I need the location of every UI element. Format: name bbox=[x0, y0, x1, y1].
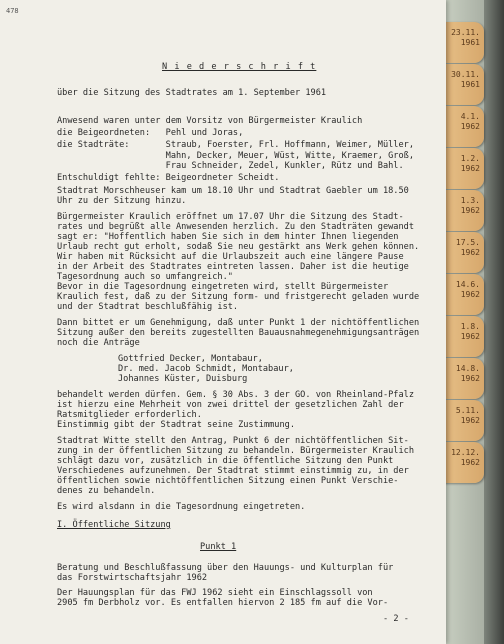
opening-line: Tagesordnung auch so umfangreich." bbox=[57, 272, 233, 282]
section-heading: I. Öffentliche Sitzung bbox=[57, 520, 171, 530]
agenda-entry: Es wird alsdann in die Tagesordnung eingetreten. bbox=[57, 502, 306, 512]
late-line: Uhr zu der Sitzung hinzu. bbox=[57, 196, 187, 206]
attendance-line: Anwesend waren unter dem Vorsitz von Bürgermeister Kraulich bbox=[57, 116, 363, 126]
index-tab[interactable]: 1.2. 1962 bbox=[438, 148, 484, 189]
opening-line: Wir haben mit Rücksicht auf die Urlaubszeit auch eine längere Pause bbox=[57, 252, 404, 262]
request-line: noch die Anträge bbox=[57, 338, 140, 348]
opening-line: Bürgermeister Kraulich eröffnet um 17.07 Uhr die Sitzung des Stadt- bbox=[57, 212, 404, 222]
index-tab[interactable]: 1.8. 1962 bbox=[438, 316, 484, 357]
applicant-line: Gottfried Decker, Montabaur, bbox=[118, 354, 263, 364]
motion-line: schlägt dazu vor, zusätzlich in die öffentliche Sitzung den Punkt bbox=[57, 456, 394, 466]
corner-mark: 478 bbox=[6, 7, 19, 15]
late-line: Stadtrat Morschheuser kam um 18.10 Uhr und Stadtrat Gaebler um 18.50 bbox=[57, 186, 409, 196]
attendance-line: die Beigeordneten: Pehl und Joras, bbox=[57, 128, 244, 138]
applicant-line: Johannes Küster, Duisburg bbox=[118, 374, 248, 384]
index-tab[interactable]: 30.11. 1961 bbox=[438, 64, 484, 105]
punkt-text-line: Der Hauungsplan für das FWJ 1962 sieht ein Einschlagssoll von bbox=[57, 588, 373, 598]
index-tab[interactable]: 12.12. 1962 bbox=[438, 442, 484, 483]
attendance-line: die Stadträte: Straub, Foerster, Frl. Hoffmann, Weimer, Müller, bbox=[57, 140, 414, 150]
attendance-line: Mahn, Decker, Meuer, Wüst, Witte, Kraemer, Groß, bbox=[57, 151, 414, 161]
index-tab[interactable]: 5.11. 1962 bbox=[438, 400, 484, 441]
punkt-title-line: das Forstwirtschaftsjahr 1962 bbox=[57, 573, 208, 583]
page-title: N i e d e r s c h r i f t bbox=[162, 62, 317, 72]
treatment-line: behandelt werden dürfen. Gem. § 30 Abs. 3 der GO. von Rheinland-Pfalz bbox=[57, 390, 414, 400]
motion-line: öffentlichen sowie nichtöffentlichen Sitzung einen Punkt Verschie- bbox=[57, 476, 399, 486]
motion-line: Stadtrat Witte stellt den Antrag, Punkt 6 der nichtöffentlichen Sit- bbox=[57, 436, 409, 446]
motion-line: zung in der öffentlichen Sitzung zu behandeln. Bürgermeister Kraulich bbox=[57, 446, 414, 456]
request-line: Dann bittet er um Genehmigung, daß unter Punkt 1 der nichtöffentlichen bbox=[57, 318, 420, 328]
opening-line: Bevor in die Tagesordnung eingetreten wird, stellt Bürgermeister bbox=[57, 282, 389, 292]
punkt-heading: Punkt 1 bbox=[200, 542, 237, 552]
index-tab[interactable]: 14.6. 1962 bbox=[438, 274, 484, 315]
punkt-title-line: Beratung und Beschlußfassung über den Hauungs- und Kulturplan für bbox=[57, 563, 394, 573]
opening-line: und der Stadtrat beschlußfähig ist. bbox=[57, 302, 239, 312]
motion-line: denes zu behandeln. bbox=[57, 486, 156, 496]
treatment-line: Ratsmitglieder erforderlich. bbox=[57, 410, 202, 420]
binder-edge bbox=[484, 0, 504, 644]
excused-line: Entschuldigt fehlte: Beigeordneter Scheidt. bbox=[57, 173, 280, 183]
index-tab[interactable]: 23.11. 1961 bbox=[438, 22, 484, 63]
treatment-line: ist hierzu eine Mehrheit von zwei drittel der gesetzlichen Zahl der bbox=[57, 400, 404, 410]
opening-line: sagt er: "Hoffentlich haben Sie sich in dem hinter Ihnen liegenden bbox=[57, 232, 399, 242]
motion-line: Verschiedenes aufzunehmen. Der Stadtrat stimmt einstimmig zu, in der bbox=[57, 466, 409, 476]
opening-line: in der Arbeit des Stadtrates eintreten lassen. Daher ist die heutige bbox=[57, 262, 409, 272]
index-tab[interactable]: 17.5. 1962 bbox=[438, 232, 484, 273]
page-subtitle: über die Sitzung des Stadtrates am 1. September 1961 bbox=[57, 88, 327, 98]
request-line: Sitzung außer den bereits zugestellten Bauausnahmegenehmigungsanträgen bbox=[57, 328, 420, 338]
punkt-text-line: 2905 fm Derbholz vor. Es entfallen hiervon 2 185 fm auf die Vor- bbox=[57, 598, 389, 608]
opening-line: rates und begrüßt alle Anwesenden herzlich. Zu den Stadträten gewandt bbox=[57, 222, 414, 232]
treatment-line: Einstimmig gibt der Stadtrat seine Zustimmung. bbox=[57, 420, 295, 430]
attendance-line: Frau Schneider, Zedel, Kunkler, Rütz und Bahl. bbox=[57, 161, 404, 171]
index-tab[interactable]: 4.1. 1962 bbox=[438, 106, 484, 147]
index-tab[interactable]: 1.3. 1962 bbox=[438, 190, 484, 231]
opening-line: Urlaub recht gut erholt, sodaß Sie neu gestärkt ans Werk gehen können. bbox=[57, 242, 420, 252]
opening-line: Kraulich fest, daß zu der Sitzung form- und fristgerecht geladen wurde bbox=[57, 292, 420, 302]
applicant-line: Dr. med. Jacob Schmidt, Montabaur, bbox=[118, 364, 294, 374]
page-number: - 2 - bbox=[383, 614, 409, 624]
index-tab[interactable]: 14.8. 1962 bbox=[438, 358, 484, 399]
